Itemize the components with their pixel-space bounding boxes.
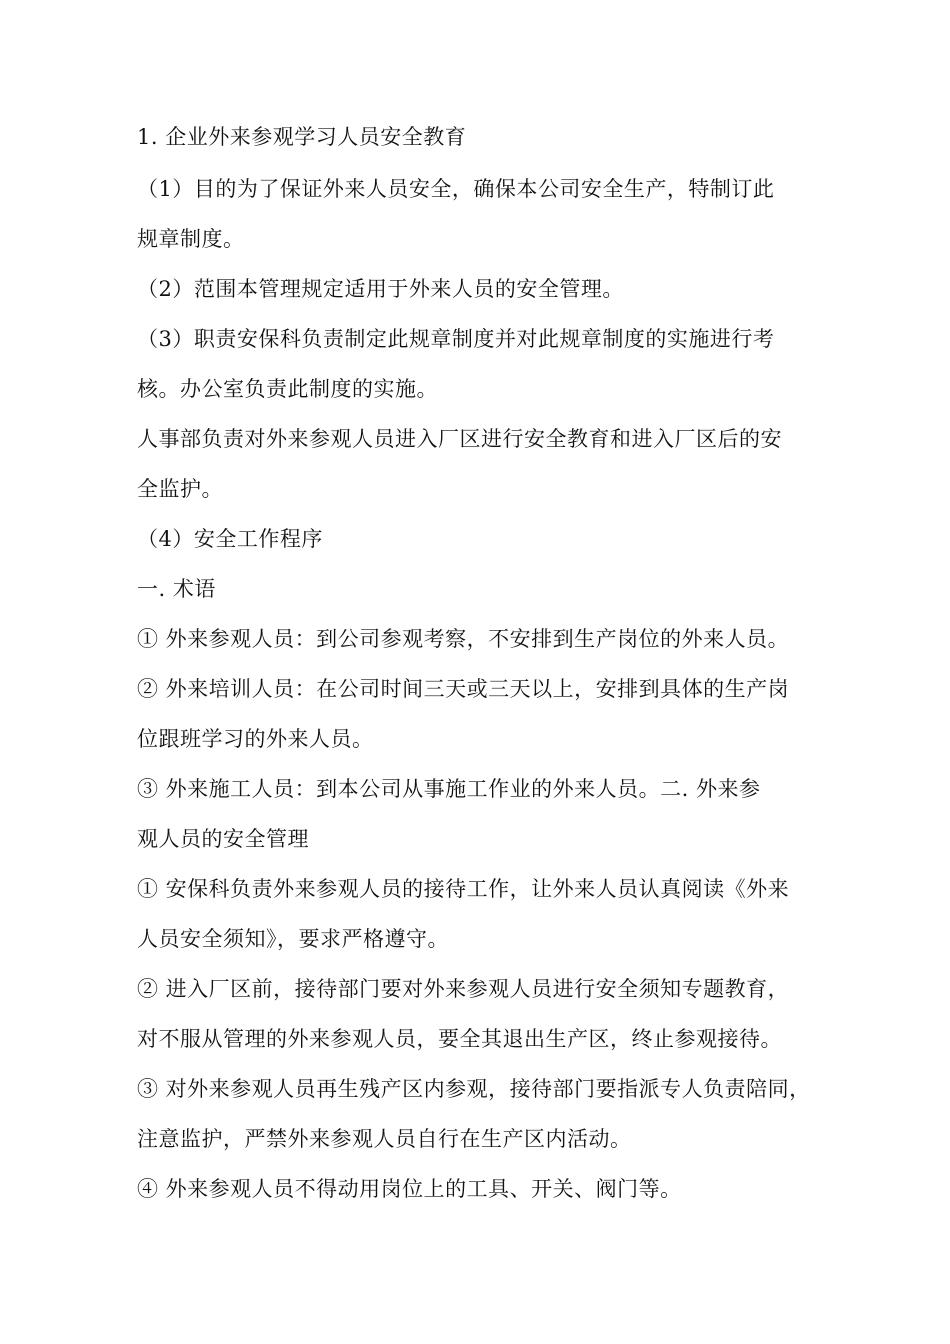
paragraph-scope: （2）范围本管理规定适用于外来人员的安全管理。 (137, 277, 624, 301)
term-trainee: ② 外来培训人员：在公司时间三天或三天以上，安排到具体的生产岗 (137, 677, 790, 701)
rule-4: ④ 外来参观人员不得动用岗位上的工具、开关、阀门等。 (137, 1177, 682, 1201)
section-heading: 1. 企业外来参观学习人员安全教育 (137, 125, 467, 149)
term-trainee-cont: 位跟班学习的外来人员。 (137, 727, 374, 751)
rule-1-cont: 人员安全须知》，要求严格遵守。 (137, 927, 449, 951)
rule-2: ② 进入厂区前，接待部门要对外来参观人员进行安全须知专题教育， (137, 977, 790, 1001)
rule-3: ③ 对外来参观人员再生残产区内参观，接待部门要指派专人负责陪同， (137, 1077, 811, 1101)
subsection-terms: 一. 术语 (137, 577, 216, 601)
paragraph-hr: 人事部负责对外来参观人员进入厂区进行安全教育和进入厂区后的安 (137, 427, 782, 451)
rule-2-cont: 对不服从管理的外来参观人员，要全其退出生产区，终止参观接待。 (137, 1027, 782, 1051)
paragraph-purpose-cont: 规章制度。 (137, 227, 245, 251)
subsection-procedure: （4）安全工作程序 (137, 527, 323, 551)
paragraph-duty: （3）职责安保科负责制定此规章制度并对此规章制度的实施进行考 (137, 327, 775, 351)
paragraph-duty-cont: 核。办公室负责此制度的实施。 (137, 377, 438, 401)
paragraph-purpose: （1）目的为了保证外来人员安全，确保本公司安全生产，特制订此 (137, 177, 775, 201)
term-contractor: ③ 外来施工人员：到本公司从事施工作业的外来人员。二. 外来参 (137, 777, 761, 801)
rule-1: ① 安保科负责外来参观人员的接待工作，让外来人员认真阅读《外来 (137, 877, 790, 901)
subsection-visitor-management: 观人员的安全管理 (137, 827, 309, 851)
term-visitor: ① 外来参观人员：到公司参观考察，不安排到生产岗位的外来人员。 (137, 627, 790, 651)
paragraph-hr-cont: 全监护。 (137, 477, 223, 501)
rule-3-cont: 注意监护，严禁外来参观人员自行在生产区内活动。 (137, 1127, 632, 1151)
